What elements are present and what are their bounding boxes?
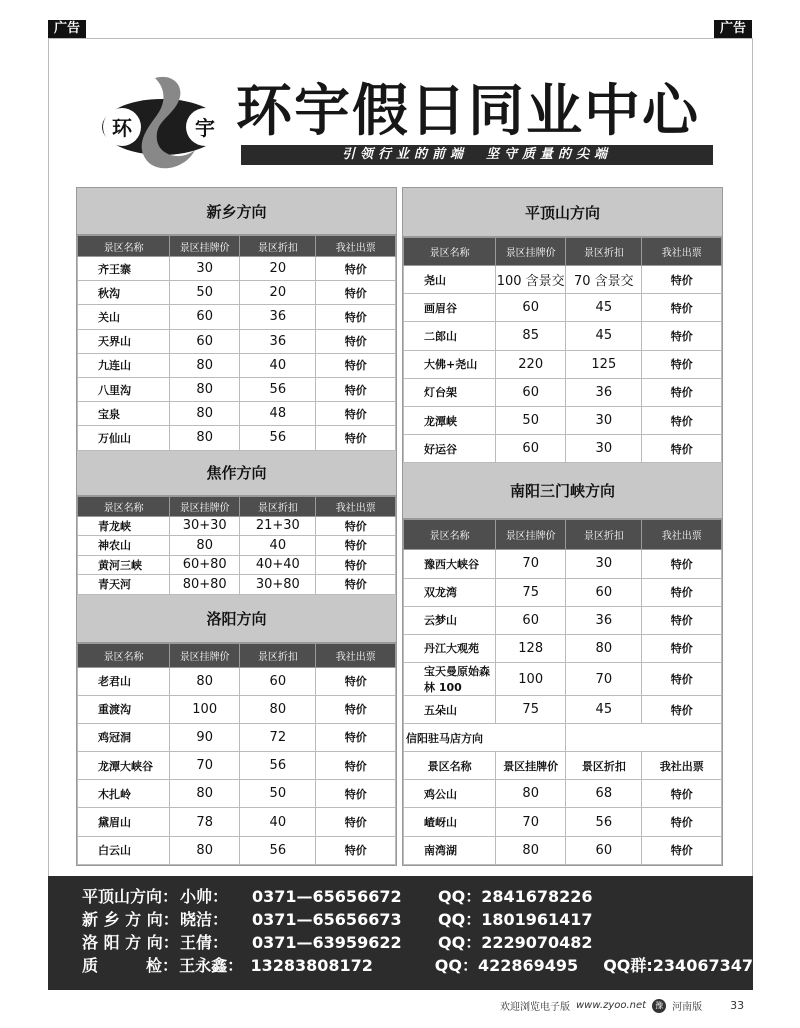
discount-price: 60 <box>240 667 316 695</box>
scenic-name: 南湾湖 <box>404 836 496 864</box>
table-row <box>78 695 396 723</box>
discount-price: 40 <box>240 353 316 377</box>
listed-price: 70 <box>170 752 240 780</box>
contact-name: 晓洁： <box>180 910 229 929</box>
page-footer <box>500 998 744 1013</box>
listed-price: 100 <box>496 663 566 696</box>
listed-price: 80 <box>170 426 240 450</box>
agency-ticket: 特价 <box>316 353 396 377</box>
listed-price: 70 <box>496 550 566 578</box>
scenic-name: 九连山 <box>78 353 170 377</box>
listed-price: 60 <box>496 378 566 406</box>
scenic-name: 重渡沟 <box>78 695 170 723</box>
column-header: 我社出票 <box>642 752 722 780</box>
discount-price: 56 <box>566 808 642 836</box>
table-header-row <box>78 236 396 257</box>
table-row <box>404 294 722 322</box>
discount-price: 21+30 <box>240 516 316 536</box>
price-table <box>403 237 722 463</box>
contact-name: 王倩： <box>180 933 229 952</box>
table-header-row <box>404 238 722 266</box>
table-header-row <box>404 752 722 780</box>
discount-price: 20 <box>240 257 316 281</box>
discount-price: 56 <box>240 377 316 401</box>
scenic-name: 尧山 <box>404 266 496 294</box>
section-title: 平顶山方向 <box>403 188 722 237</box>
discount-price: 40 <box>240 808 316 836</box>
column-header: 我社出票 <box>316 643 396 667</box>
discount-price: 45 <box>566 696 642 724</box>
table-row <box>404 696 722 724</box>
table-row <box>78 536 396 556</box>
discount-price: 36 <box>240 329 316 353</box>
agency-ticket: 特价 <box>642 378 722 406</box>
listed-price: 60+80 <box>170 555 240 575</box>
contact-name: 王永鑫： <box>179 956 244 975</box>
scenic-name: 黄河三峡 <box>78 555 170 575</box>
table-row <box>404 378 722 406</box>
empty-cell <box>566 724 722 752</box>
listed-price: 50 <box>170 281 240 305</box>
listed-price: 80+80 <box>170 575 240 595</box>
listed-price: 100 含景交 <box>496 266 566 294</box>
discount-price: 30+80 <box>240 575 316 595</box>
section-title: 焦作方向 <box>77 451 396 496</box>
scenic-name: 神农山 <box>78 536 170 556</box>
scenic-name: 丹江大观苑 <box>404 634 496 662</box>
column-header: 景区挂牌价 <box>496 238 566 266</box>
listed-price: 75 <box>496 578 566 606</box>
discount-price: 56 <box>240 426 316 450</box>
column-header: 我社出票 <box>642 520 722 550</box>
column-header: 景区名称 <box>404 520 496 550</box>
listed-price: 90 <box>170 723 240 751</box>
contact-qq[interactable]: QQ：2229070482 <box>438 933 593 952</box>
table-row <box>78 555 396 575</box>
listed-price: 80 <box>496 836 566 864</box>
discount-price: 36 <box>240 305 316 329</box>
listed-price: 30+30 <box>170 516 240 536</box>
contact-direction: 平顶山方向： <box>82 887 179 906</box>
discount-price: 80 <box>240 695 316 723</box>
discount-price: 40 <box>240 536 316 556</box>
listed-price: 60 <box>496 294 566 322</box>
footer-edition: 河南版 <box>672 1002 703 1013</box>
contact-row <box>82 885 753 908</box>
scenic-name: 八里沟 <box>78 377 170 401</box>
listed-price: 220 <box>496 350 566 378</box>
agency-ticket: 特价 <box>316 377 396 401</box>
price-table <box>77 235 396 451</box>
contact-row <box>82 908 753 931</box>
column-header: 景区挂牌价 <box>170 643 240 667</box>
discount-price: 30 <box>566 435 642 463</box>
discount-price: 48 <box>240 402 316 426</box>
contact-row <box>82 931 753 954</box>
agency-ticket: 特价 <box>642 780 722 808</box>
section-title: 南阳三门峡方向 <box>403 463 722 519</box>
ad-label-left: 广告 <box>48 20 86 38</box>
discount-price: 80 <box>566 634 642 662</box>
agency-ticket: 特价 <box>316 305 396 329</box>
scenic-name: 鸡公山 <box>404 780 496 808</box>
discount-price: 30 <box>566 406 642 434</box>
brand-logo <box>95 70 230 180</box>
agency-ticket: 特价 <box>316 555 396 575</box>
discount-price: 60 <box>566 578 642 606</box>
table-row <box>78 353 396 377</box>
agency-ticket: 特价 <box>642 406 722 434</box>
page-number: 33 <box>730 999 745 1012</box>
scenic-name: 秋沟 <box>78 281 170 305</box>
column-header: 景区名称 <box>78 643 170 667</box>
discount-price: 30 <box>566 550 642 578</box>
scenic-name: 白云山 <box>78 836 170 864</box>
table-row <box>404 780 722 808</box>
table-row <box>78 329 396 353</box>
column-header: 景区挂牌价 <box>170 496 240 516</box>
agency-ticket: 特价 <box>642 663 722 696</box>
discount-price: 20 <box>240 281 316 305</box>
scenic-name: 木扎岭 <box>78 780 170 808</box>
scenic-name: 画眉谷 <box>404 294 496 322</box>
scenic-name: 双龙湾 <box>404 578 496 606</box>
contact-phone[interactable]: 0371—65656672 <box>252 887 402 906</box>
contact-direction: 洛 阳 方 向： <box>82 933 179 952</box>
scenic-name: 黛眉山 <box>78 808 170 836</box>
price-table <box>403 519 722 865</box>
agency-ticket: 特价 <box>642 836 722 864</box>
agency-ticket: 特价 <box>316 808 396 836</box>
table-row <box>404 634 722 662</box>
agency-ticket: 特价 <box>642 435 722 463</box>
table-row <box>78 667 396 695</box>
table-row <box>404 435 722 463</box>
table-header-row <box>78 496 396 516</box>
contact-direction: 新 乡 方 向： <box>82 910 179 929</box>
column-header: 我社出票 <box>316 236 396 257</box>
agency-ticket: 特价 <box>316 257 396 281</box>
brand-title: 环宇假日同业中心 <box>236 79 700 144</box>
column-header: 景区名称 <box>404 752 496 780</box>
scenic-name: 青天河 <box>78 575 170 595</box>
listed-price: 60 <box>170 305 240 329</box>
contact-phone[interactable]: 13283808172 <box>250 956 373 975</box>
listed-price: 80 <box>170 836 240 864</box>
table-row <box>404 663 722 696</box>
column-header: 我社出票 <box>642 238 722 266</box>
scenic-name: 龙潭大峡谷 <box>78 752 170 780</box>
agency-ticket: 特价 <box>316 536 396 556</box>
agency-ticket: 特价 <box>642 322 722 350</box>
agency-ticket: 特价 <box>316 329 396 353</box>
table-row <box>78 575 396 595</box>
discount-price: 45 <box>566 294 642 322</box>
agency-ticket: 特价 <box>642 808 722 836</box>
agency-ticket: 特价 <box>316 695 396 723</box>
ad-label-right: 广告 <box>714 20 752 38</box>
sub-heading-row <box>404 724 722 752</box>
brand-slogan: 引领行业的前端 坚守质量的尖端 <box>241 145 713 165</box>
table-row <box>78 723 396 751</box>
discount-price: 125 <box>566 350 642 378</box>
agency-ticket: 特价 <box>316 516 396 536</box>
agency-ticket: 特价 <box>642 634 722 662</box>
listed-price: 85 <box>496 322 566 350</box>
contact-block <box>48 876 753 990</box>
listed-price: 70 <box>496 808 566 836</box>
table-row <box>404 266 722 294</box>
table-row <box>404 578 722 606</box>
price-table <box>77 496 396 595</box>
listed-price: 80 <box>170 402 240 426</box>
scenic-name: 老君山 <box>78 667 170 695</box>
column-header: 景区名称 <box>78 496 170 516</box>
contact-qq[interactable]: QQ：2841678226 <box>438 887 593 906</box>
scenic-name: 青龙峡 <box>78 516 170 536</box>
column-header: 景区折扣 <box>240 236 316 257</box>
discount-price: 45 <box>566 322 642 350</box>
listed-price: 100 <box>170 695 240 723</box>
table-row <box>404 406 722 434</box>
table-row <box>404 550 722 578</box>
listed-price: 60 <box>170 329 240 353</box>
discount-price: 60 <box>566 836 642 864</box>
column-header: 景区挂牌价 <box>170 236 240 257</box>
agency-ticket: 特价 <box>642 294 722 322</box>
discount-price: 36 <box>566 606 642 634</box>
logo-char-right: 宇 <box>195 116 215 140</box>
listed-price: 75 <box>496 696 566 724</box>
scenic-name: 万仙山 <box>78 426 170 450</box>
column-header: 景区名称 <box>404 238 496 266</box>
agency-ticket: 特价 <box>316 723 396 751</box>
table-row <box>78 426 396 450</box>
contact-name: 小帅： <box>180 887 229 906</box>
logo-char-left: 环 <box>112 116 132 140</box>
scenic-name: 云梦山 <box>404 606 496 634</box>
table-row <box>78 402 396 426</box>
agency-ticket: 特价 <box>316 667 396 695</box>
scenic-name: 宝泉 <box>78 402 170 426</box>
contact-qq-group[interactable]: QQ群:234067347 <box>603 956 753 975</box>
section-title: 洛阳方向 <box>77 595 396 643</box>
column-header: 景区挂牌价 <box>496 752 566 780</box>
contact-qq[interactable]: QQ：422869495 <box>434 956 579 975</box>
discount-price: 50 <box>240 780 316 808</box>
table-row <box>78 780 396 808</box>
agency-ticket: 特价 <box>316 752 396 780</box>
scenic-name: 豫西大峡谷 <box>404 550 496 578</box>
scenic-name: 关山 <box>78 305 170 329</box>
table-header-row <box>404 520 722 550</box>
table-row <box>404 606 722 634</box>
agency-ticket: 特价 <box>316 402 396 426</box>
listed-price: 30 <box>170 257 240 281</box>
scenic-name: 灯台架 <box>404 378 496 406</box>
table-row <box>404 808 722 836</box>
table-row <box>78 836 396 864</box>
discount-price: 36 <box>566 378 642 406</box>
table-row <box>78 305 396 329</box>
section-title: 新乡方向 <box>77 188 396 235</box>
listed-price: 60 <box>496 435 566 463</box>
column-header: 景区折扣 <box>566 520 642 550</box>
agency-ticket: 特价 <box>316 836 396 864</box>
agency-ticket: 特价 <box>642 696 722 724</box>
listed-price: 80 <box>170 353 240 377</box>
footer-url[interactable]: www.zyoo.net <box>576 1000 647 1011</box>
contact-phone[interactable]: 0371—63959622 <box>252 933 402 952</box>
table-row <box>78 808 396 836</box>
listed-price: 80 <box>170 780 240 808</box>
agency-ticket: 特价 <box>316 426 396 450</box>
contact-qq[interactable]: QQ：1801961417 <box>438 910 593 929</box>
agency-ticket: 特价 <box>642 550 722 578</box>
listed-price: 60 <box>496 606 566 634</box>
scenic-name: 大佛+尧山 <box>404 350 496 378</box>
table-row <box>78 752 396 780</box>
scenic-name: 齐王寨 <box>78 257 170 281</box>
table-row <box>78 257 396 281</box>
table-header-row <box>78 643 396 667</box>
table-row <box>404 350 722 378</box>
edition-badge-icon: 豫 <box>652 999 666 1013</box>
scenic-name: 好运谷 <box>404 435 496 463</box>
footer-text: 欢迎浏览电子版 <box>500 1002 570 1013</box>
contact-phone[interactable]: 0371—65656673 <box>252 910 402 929</box>
discount-price: 56 <box>240 752 316 780</box>
column-header: 景区折扣 <box>566 238 642 266</box>
column-header: 景区挂牌价 <box>496 520 566 550</box>
agency-ticket: 特价 <box>316 780 396 808</box>
agency-ticket: 特价 <box>316 575 396 595</box>
right-column <box>402 187 723 866</box>
scenic-name: 龙潭峡 <box>404 406 496 434</box>
price-table <box>77 643 396 865</box>
scenic-name: 嵖岈山 <box>404 808 496 836</box>
listed-price: 128 <box>496 634 566 662</box>
discount-price: 56 <box>240 836 316 864</box>
scenic-name: 宝天曼原始森林 100 <box>404 663 496 696</box>
column-header: 景区名称 <box>78 236 170 257</box>
table-row <box>78 377 396 401</box>
column-header: 景区折扣 <box>240 643 316 667</box>
listed-price: 80 <box>170 536 240 556</box>
table-row <box>404 322 722 350</box>
discount-price: 70 <box>566 663 642 696</box>
listed-price: 80 <box>170 667 240 695</box>
agency-ticket: 特价 <box>642 266 722 294</box>
discount-price: 68 <box>566 780 642 808</box>
sub-heading: 信阳驻马店方向 <box>404 724 566 752</box>
left-column <box>76 187 397 866</box>
agency-ticket: 特价 <box>642 606 722 634</box>
scenic-name: 天界山 <box>78 329 170 353</box>
contact-direction: 质 检： <box>82 956 179 975</box>
listed-price: 80 <box>496 780 566 808</box>
column-header: 景区折扣 <box>566 752 642 780</box>
listed-price: 50 <box>496 406 566 434</box>
agency-ticket: 特价 <box>316 281 396 305</box>
column-header: 景区折扣 <box>240 496 316 516</box>
listed-price: 78 <box>170 808 240 836</box>
scenic-name: 二郎山 <box>404 322 496 350</box>
contact-row <box>82 954 753 977</box>
discount-price: 72 <box>240 723 316 751</box>
agency-ticket: 特价 <box>642 350 722 378</box>
scenic-name: 五朵山 <box>404 696 496 724</box>
discount-price: 70 含景交 <box>566 266 642 294</box>
table-row <box>78 281 396 305</box>
table-row <box>78 516 396 536</box>
listed-price: 80 <box>170 377 240 401</box>
table-row <box>404 836 722 864</box>
column-header: 我社出票 <box>316 496 396 516</box>
agency-ticket: 特价 <box>642 578 722 606</box>
scenic-name: 鸡冠洞 <box>78 723 170 751</box>
discount-price: 40+40 <box>240 555 316 575</box>
